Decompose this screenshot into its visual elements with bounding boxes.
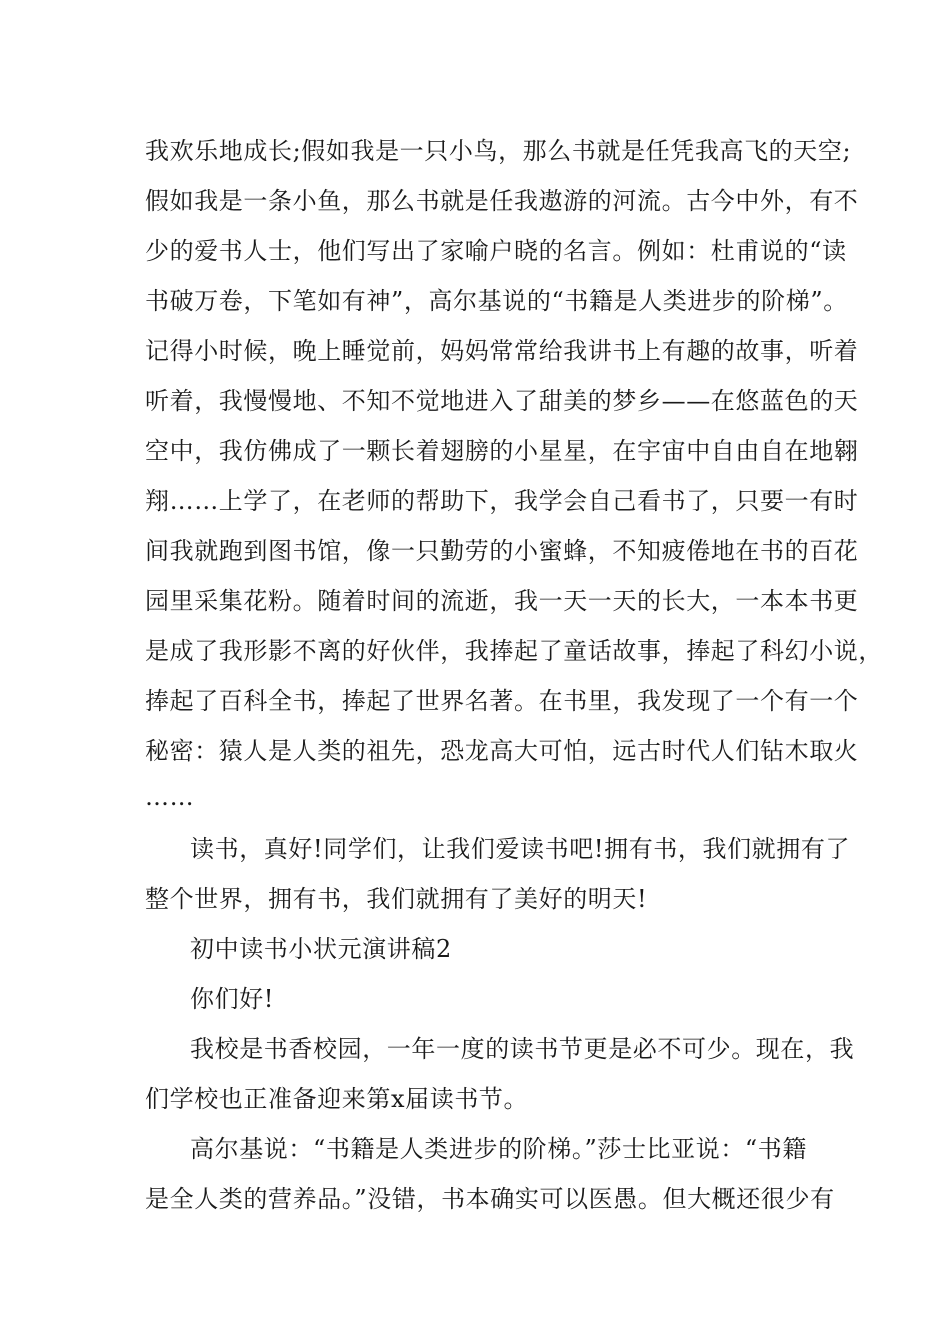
- body-line: 少的爱书人士，他们写出了家喻户晓的名言。例如：杜甫说的“读: [145, 237, 847, 265]
- section-heading: 初中读书小状元演讲稿2: [190, 935, 452, 963]
- body-line: 我欢乐地成长;假如我是一只小鸟，那么书就是任凭我高飞的天空;: [145, 137, 852, 165]
- body-line: 间我就跑到图书馆，像一只勤劳的小蜜蜂，不知疲倦地在书的百花: [145, 537, 859, 565]
- body-line: 整个世界，拥有书，我们就拥有了美好的明天!: [145, 885, 648, 913]
- body-line: 书破万卷，下笔如有神”，高尔基说的“书籍是人类进步的阶梯”。: [145, 287, 848, 315]
- body-line: 园里采集花粉。随着时间的流逝，我一天一天的长大，一本本书更: [145, 587, 859, 615]
- body-line: 记得小时候，晚上睡觉前，妈妈常常给我讲书上有趣的故事，听着: [145, 337, 859, 365]
- paragraph-line: 读书，真好!同学们，让我们爱读书吧!拥有书，我们就拥有了: [190, 835, 851, 863]
- body-line: 空中，我仿佛成了一颗长着翅膀的小星星，在宇宙中自由自在地翱: [145, 437, 859, 465]
- body-line: 捧起了百科全书，捧起了世界名著。在书里，我发现了一个有一个: [145, 687, 859, 715]
- body-line: 是全人类的营养品。”没错，书本确实可以医愚。但大概还很少有: [145, 1185, 835, 1213]
- body-line: 听着，我慢慢地、不知不觉地进入了甜美的梦乡——在悠蓝色的天: [145, 387, 859, 415]
- greeting-line: 你们好!: [190, 985, 275, 1013]
- body-line: 是成了我形影不离的好伙伴，我捧起了童话故事，捧起了科幻小说，: [145, 637, 883, 665]
- paragraph-line: 高尔基说：“书籍是人类进步的阶梯。”莎士比亚说：“书籍: [190, 1135, 808, 1163]
- paragraph-line: 我校是书香校园，一年一度的读书节更是必不可少。现在，我: [190, 1035, 855, 1063]
- body-line: ……: [145, 783, 195, 811]
- body-line: 假如我是一条小鱼，那么书就是任我遨游的河流。古今中外，有不: [145, 187, 859, 215]
- body-line: 们学校也正准备迎来第x届读书节。: [145, 1085, 529, 1113]
- body-line: 翔……上学了，在老师的帮助下，我学会自己看书了，只要一有时: [145, 487, 859, 515]
- body-line: 秘密：猿人是人类的祖先，恐龙高大可怕，远古时代人们钻木取火: [145, 737, 859, 765]
